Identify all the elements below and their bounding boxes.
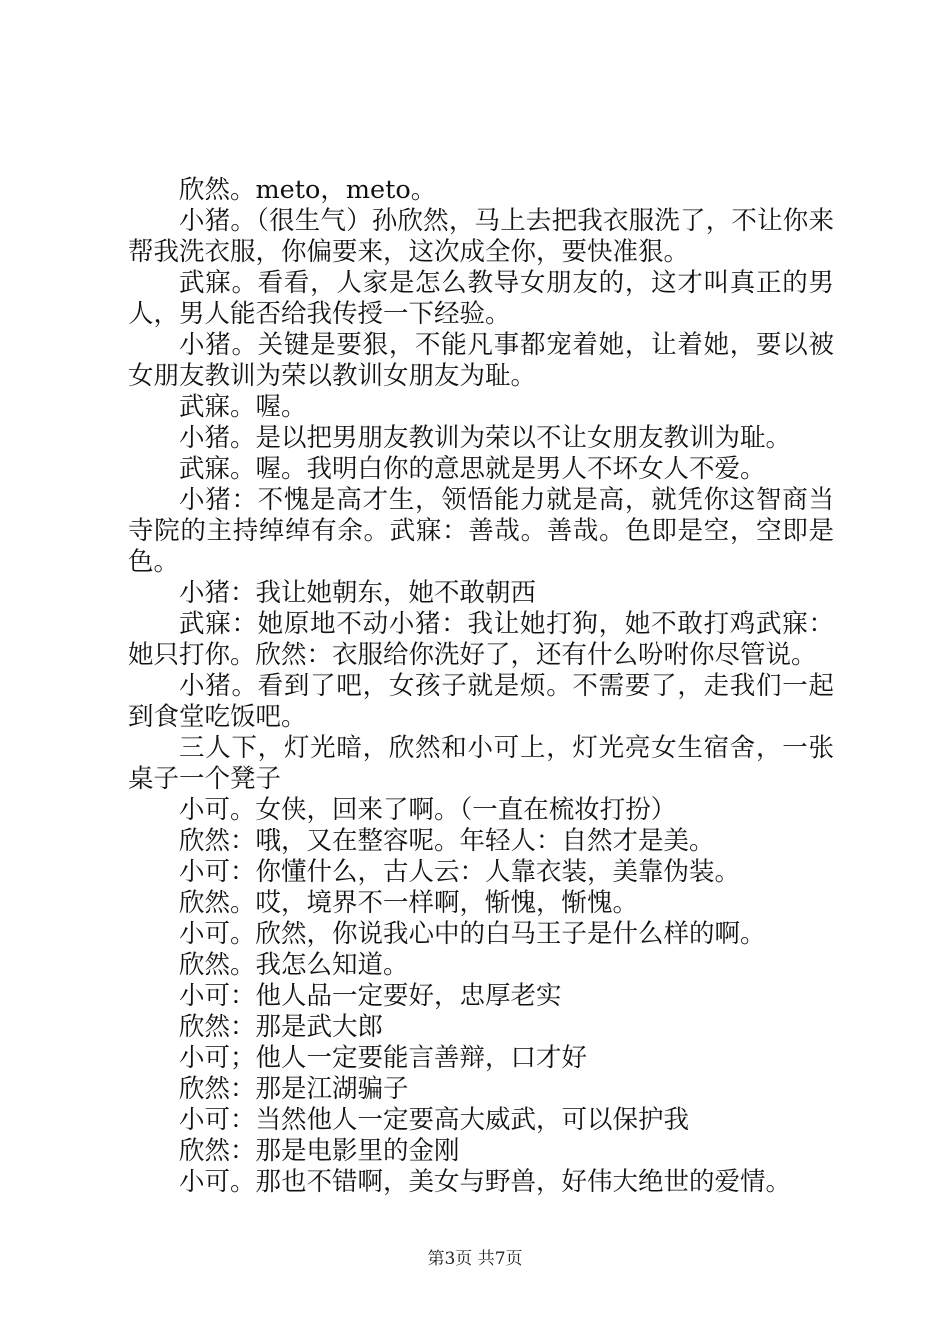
paragraph: 小可；他人一定要能言善辩，口才好 <box>179 1043 588 1073</box>
paragraph: 武寐。看看，人家是怎么教导女朋友的，这才叫真正的男人，男人能否给我传授一下经验。 <box>128 268 834 329</box>
paragraph: 小猪。是以把男朋友教训为荣以不让女朋友教训为耻。 <box>179 423 792 453</box>
paragraph: 欣然：那是电影里的金刚 <box>179 1136 460 1166</box>
paragraph: 欣然：那是武大郎 <box>179 1012 384 1042</box>
paragraph: 小可：当然他人一定要高大威武，可以保护我 <box>179 1105 690 1135</box>
paragraph: 小可。那也不错啊，美女与野兽，好伟大绝世的爱情。 <box>179 1167 792 1197</box>
paragraph: 小可：你懂什么，古人云：人靠衣装，美靠伪装。 <box>179 857 741 887</box>
paragraph: 武寐：她原地不动小猪：我让她打狗，她不敢打鸡武寐：她只打你。欣然：衣服给你洗好了，还有什么吩咐你尽管说。 <box>128 609 834 670</box>
paragraph: 小猪。关键是要狠，不能凡事都宠着她，让着她，要以被女朋友教训为荣以教训女朋友为耻。 <box>128 330 834 391</box>
paragraph: 欣然。哎，境界不一样啊，惭愧，惭愧。 <box>179 888 639 918</box>
paragraph: 欣然。meto，meto。 <box>179 175 437 205</box>
page-footer: 第3页 共7页 <box>427 1249 523 1269</box>
paragraph: 欣然。我怎么知道。 <box>179 950 409 980</box>
paragraph: 武寐。喔。我明白你的意思就是男人不坏女人不爱。 <box>179 454 766 484</box>
paragraph: 小猪：我让她朝东，她不敢朝西 <box>179 578 537 608</box>
paragraph: 小可。欣然，你说我心中的白马王子是什么样的啊。 <box>179 919 766 949</box>
paragraph: 小猪：不愧是高才生，领悟能力就是高，就凭你这智商当寺院的主持绰绰有余。武寐：善哉。善哉。色即是空，空即是色。 <box>128 485 834 577</box>
paragraph: 小猪。（很生气）孙欣然，马上去把我衣服洗了，不让你来帮我洗衣服，你偏要来，这次成全你，要快准狠。 <box>128 206 834 267</box>
paragraph: 三人下，灯光暗，欣然和小可上，灯光亮女生宿舍，一张桌子一个凳子 <box>128 733 834 794</box>
document-body <box>128 175 834 1198</box>
paragraph: 武寐。喔。 <box>179 392 307 422</box>
paragraph: 小可：他人品一定要好，忠厚老实 <box>179 981 562 1011</box>
paragraph: 小可。女侠，回来了啊。（一直在梳妆打扮） <box>179 795 677 825</box>
paragraph: 小猪。看到了吧，女孩子就是烦。不需要了，走我们一起到食堂吃饭吧。 <box>128 671 834 732</box>
paragraph: 欣然：那是江湖骗子 <box>179 1074 409 1104</box>
paragraph: 欣然：哦，又在整容呢。年轻人：自然才是美。 <box>179 826 715 856</box>
